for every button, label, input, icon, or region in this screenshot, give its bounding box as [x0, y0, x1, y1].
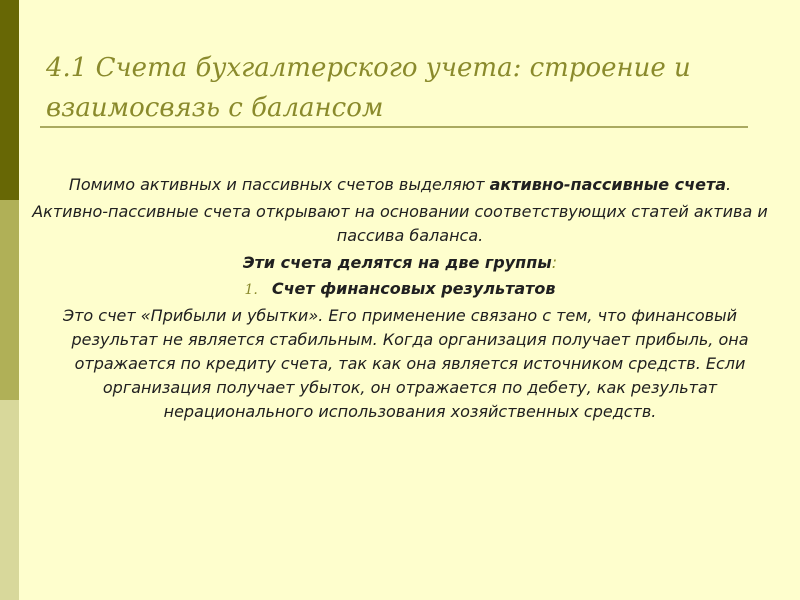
slide-title: 4.1 Счета бухгалтерского учета: строение и взаимосвязь с балансом	[46, 53, 691, 123]
paragraph-groups	[30, 251, 770, 275]
list-item	[30, 277, 770, 302]
band-segment-dark	[0, 0, 19, 200]
intro-term: активно-пассивные счета	[489, 175, 727, 194]
band-segment-light	[0, 400, 19, 600]
band-segment-medium	[0, 200, 19, 400]
groups-colon: :	[551, 253, 558, 272]
left-decorative-band	[0, 0, 19, 600]
paragraph-definition: Активно-пассивные счета открывают на основании соответствующих статей актива и пассива баланса.	[32, 202, 768, 245]
paragraph-profit-loss: Это счет «Прибыли и убытки». Его применение связано с тем, что финансовый результат не является стабильным. Когда организация получает прибыль, она отражается по кредиту счета, так как она является источником средств. Если организация получает убыток, он отражается по дебету, как результат нерационального использования хозяйственных средств.	[62, 306, 749, 421]
list-item-label: Счет финансовых результатов	[271, 279, 556, 298]
slide-body	[30, 173, 770, 424]
title-underline	[40, 126, 748, 128]
intro-period: .	[726, 175, 732, 194]
paragraph-intro	[30, 173, 770, 197]
intro-text: Помимо активных и пассивных счетов выделяют	[68, 175, 490, 194]
groups-heading: Эти счета делятся на две группы	[242, 253, 552, 272]
list-number: 1.	[244, 282, 258, 298]
